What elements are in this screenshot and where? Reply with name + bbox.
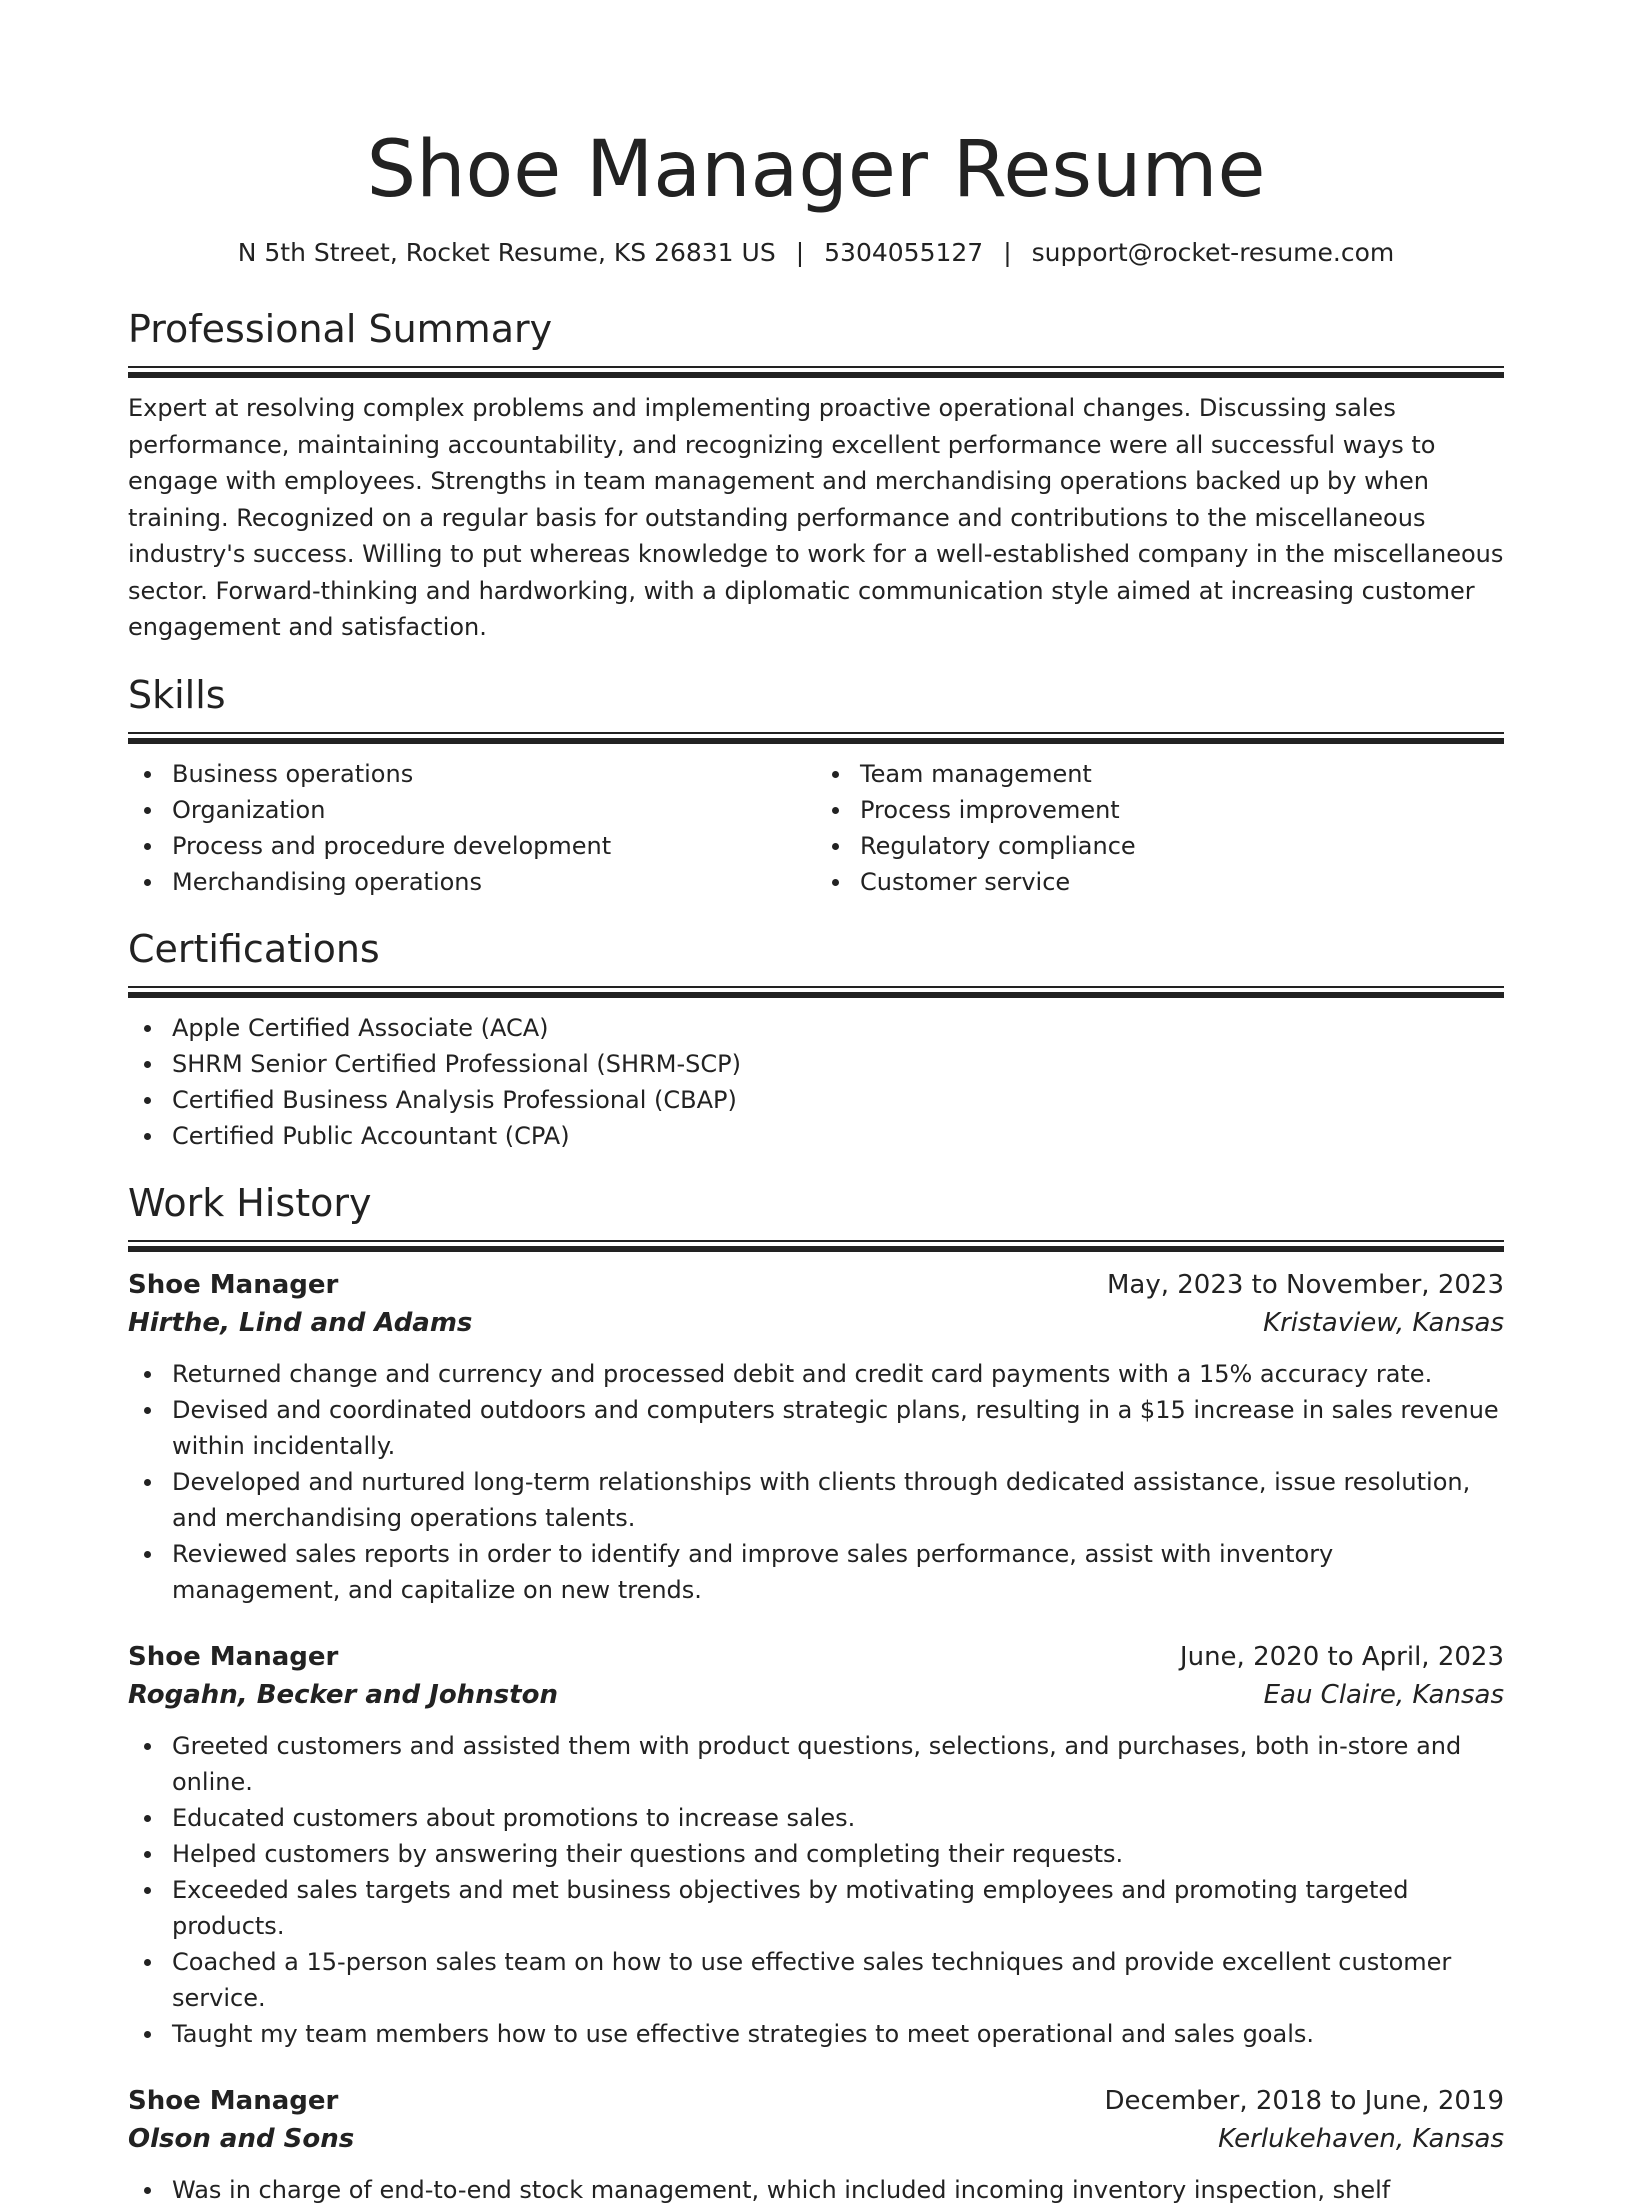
job-subheader	[128, 2120, 1504, 2158]
job-dates: May, 2023 to November, 2023	[1106, 1269, 1504, 1300]
job-title: Shoe Manager	[128, 1641, 339, 1672]
summary-section	[128, 306, 1504, 646]
job-bullet: Coached a 15-person sales team on how to use effective sales techniques and provide excellent customer service.	[128, 1944, 1504, 2016]
job-title: Shoe Manager	[128, 1269, 339, 1300]
skill-item: Regulatory compliance	[816, 828, 1504, 864]
work-heading: Work History	[128, 1180, 372, 1225]
section-divider	[128, 732, 1504, 744]
skill-item: Process and procedure development	[128, 828, 816, 864]
contact-address: N 5th Street, Rocket Resume, KS 26831 US	[237, 238, 776, 267]
certification-item: SHRM Senior Certified Professional (SHRM-SCP)	[128, 1046, 1504, 1082]
skill-item: Organization	[128, 792, 816, 828]
skill-item: Merchandising operations	[128, 864, 816, 900]
job-company: Rogahn, Becker and Johnston	[128, 1679, 558, 1710]
job-header	[128, 1638, 1504, 1676]
summary-heading: Professional Summary	[128, 307, 553, 351]
job-header	[128, 1266, 1504, 1304]
contact-separator: |	[795, 238, 805, 267]
job-bullet: Taught my team members how to use effective strategies to meet operational and sales goals.	[128, 2016, 1504, 2052]
certifications-list	[128, 1010, 1504, 1154]
job-bullet: Educated customers about promotions to increase sales.	[128, 1800, 1504, 1836]
certification-item: Certified Business Analysis Professional (CBAP)	[128, 1082, 1504, 1118]
certifications-section	[128, 926, 1504, 1154]
job-dates: December, 2018 to June, 2019	[1104, 2085, 1504, 2116]
summary-text: Expert at resolving complex problems and implementing proactive operational changes. Discussing sales performance, maintaining accountability, and recognizing excellent performance were all successful ways to engage with employees. Strengths in team management and merchandising operations backed up by when training. Recognized on a regular basis for outstanding performance and contributions to the miscellaneous industry's success. Willing to put whereas knowledge to work for a well-established company in the miscellaneous sector. Forward-thinking and hardworking, with a diplomatic communication style aimed at increasing customer engagement and satisfaction.	[128, 394, 1504, 641]
skill-item: Business operations	[128, 756, 816, 792]
resume-title: Shoe Manager Resume	[366, 125, 1266, 215]
job-header	[128, 2082, 1504, 2120]
skills-section	[128, 672, 1504, 900]
skill-item: Process improvement	[816, 792, 1504, 828]
job-dates: June, 2020 to April, 2023	[1179, 1641, 1504, 1672]
certifications-heading: Certifications	[128, 926, 380, 971]
job-company: Hirthe, Lind and Adams	[128, 1307, 473, 1338]
job-subheader	[128, 1676, 1504, 1714]
contact-email: support@rocket-resume.com	[1031, 238, 1395, 267]
job-bullet: Helped customers by answering their questions and completing their requests.	[128, 1836, 1504, 1872]
job-entry	[128, 1638, 1504, 2052]
skills-column-left	[128, 756, 816, 900]
skill-item: Team management	[816, 756, 1504, 792]
job-location: Eau Claire, Kansas	[1263, 1679, 1504, 1710]
job-bullets	[128, 1728, 1504, 2052]
work-section	[128, 1180, 1504, 2208]
job-location: Kerlukehaven, Kansas	[1218, 2123, 1504, 2154]
job-bullet: Returned change and currency and processed debit and credit card payments with a 15% accuracy rate.	[128, 1356, 1504, 1392]
section-divider	[128, 366, 1504, 378]
job-bullet: Was in charge of end-to-end stock management, which included incoming inventory inspection, shelf	[128, 2172, 1504, 2208]
skills-heading: Skills	[128, 672, 226, 717]
certification-item: Apple Certified Associate (ACA)	[128, 1010, 1504, 1046]
contact-line	[128, 236, 1504, 270]
skill-item: Customer service	[816, 864, 1504, 900]
job-bullet: Reviewed sales reports in order to identify and improve sales performance, assist with inventory management, and capitalize on new trends.	[128, 1536, 1504, 1608]
certification-item: Certified Public Accountant (CPA)	[128, 1118, 1504, 1154]
job-subheader	[128, 1304, 1504, 1342]
job-bullets	[128, 1356, 1504, 1608]
job-bullet: Devised and coordinated outdoors and computers strategic plans, resulting in a $15 increase in sales revenue within incidentally.	[128, 1392, 1504, 1464]
section-divider	[128, 1240, 1504, 1252]
job-bullet: Greeted customers and assisted them with product questions, selections, and purchases, both in-store and online.	[128, 1728, 1504, 1800]
job-title: Shoe Manager	[128, 2085, 339, 2116]
skills-column-right	[816, 756, 1504, 900]
job-location: Kristaview, Kansas	[1263, 1307, 1504, 1338]
section-divider	[128, 986, 1504, 998]
job-entry	[128, 1266, 1504, 1608]
contact-separator: |	[1003, 238, 1012, 267]
job-bullet: Exceeded sales targets and met business objectives by motivating employees and promoting targeted products.	[128, 1872, 1504, 1944]
job-bullet: Developed and nurtured long-term relationships with clients through dedicated assistance, issue resolution, and merchandising operations talents.	[128, 1464, 1504, 1536]
skills-grid	[128, 756, 1504, 900]
contact-phone: 5304055127	[824, 238, 984, 267]
job-company: Olson and Sons	[128, 2123, 355, 2154]
job-bullets	[128, 2172, 1504, 2208]
job-entry	[128, 2082, 1504, 2208]
